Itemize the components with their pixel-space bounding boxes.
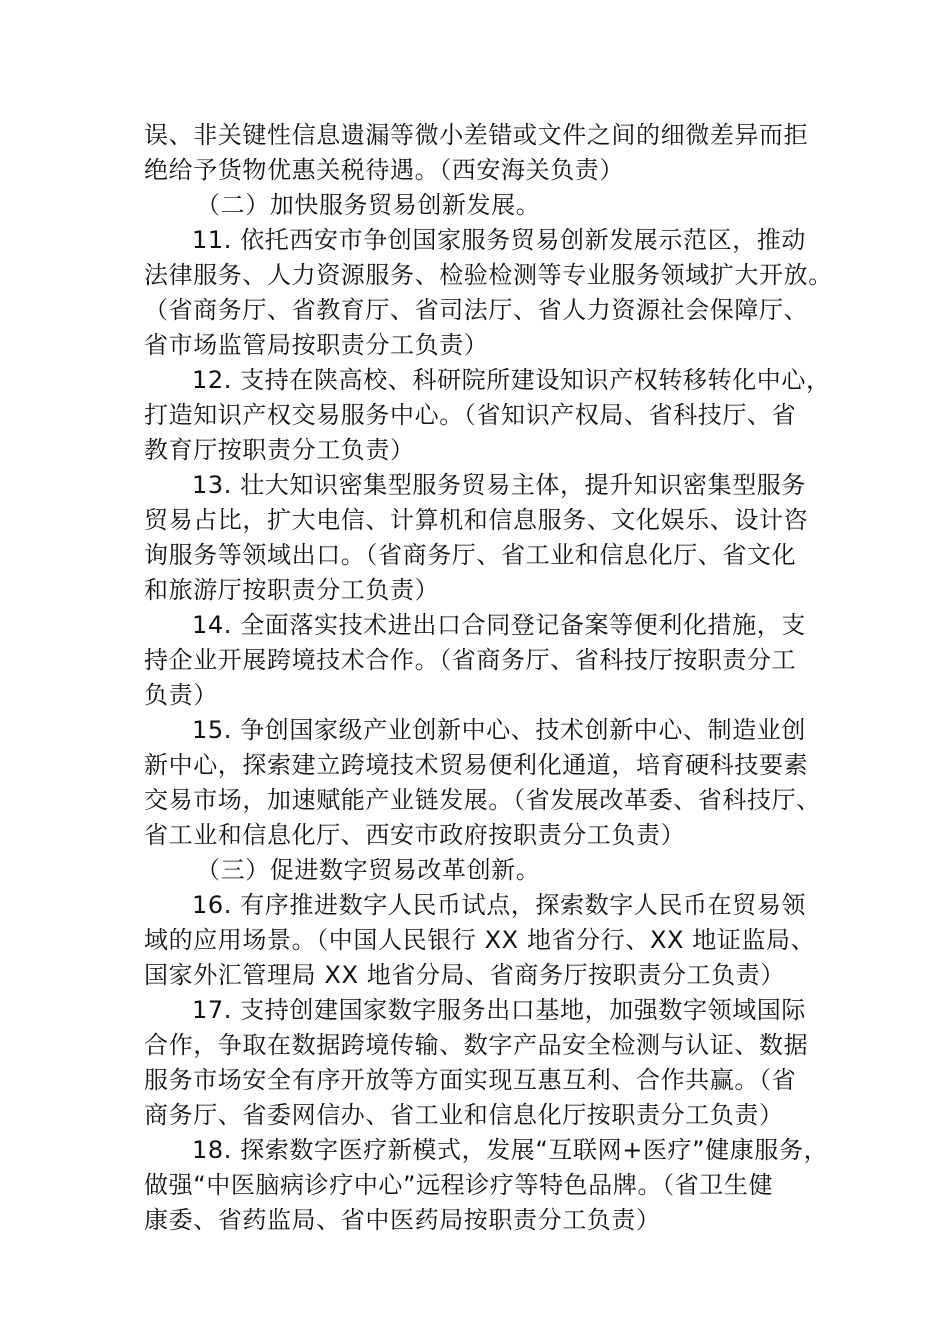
item-13-start: 13. 壮大知识密集型服务贸易主体，提升知识密集型服务: [192, 471, 806, 499]
text-line: 域的应用场景。（中国人民银行 XX 地省分行、XX 地证监局、: [144, 926, 816, 954]
text-line: 国家外汇管理局 XX 地省分局、省商务厅按职责分工负责）: [144, 961, 785, 989]
text-line: 询服务等领域出口。（省商务厅、省工业和信息化厅、省文化: [144, 541, 797, 569]
text-line: （省商务厅、省教育厅、省司法厅、省人力资源社会保障厅、: [144, 296, 809, 324]
item-14-start: 14. 全面落实技术进出口合同登记备案等便利化措施，支: [192, 611, 806, 639]
item-17-start: 17. 支持创建国家数字服务出口基地，加强数字领域国际: [192, 996, 806, 1024]
item-18-start: 18. 探索数字医疗新模式，发展“互联网+医疗”健康服务，: [192, 1136, 829, 1164]
text-line: 省市场监管局按职责分工负责）: [144, 331, 489, 359]
item-15-start: 15. 争创国家级产业创新中心、技术创新中心、制造业创: [192, 716, 806, 744]
text-line: 法律服务、人力资源服务、检验检测等专业服务领域扩大开放。: [144, 261, 833, 289]
text-line: 交易市场，加速赋能产业链发展。（省发展改革委、省科技厅、: [144, 786, 821, 814]
item-11-start: 11. 依托西安市争创国家服务贸易创新发展示范区，推动: [192, 226, 806, 254]
text-line: 服务市场安全有序开放等方面实现互惠互利、合作共赢。（省: [144, 1066, 797, 1094]
text-line: 新中心，探索建立跨境技术贸易便利化通道，培育硬科技要素: [144, 751, 809, 779]
text-line: 商务厅、省委网信办、省工业和信息化厅按职责分工负责）: [144, 1101, 784, 1129]
section-heading: （二）加快服务贸易创新发展。: [196, 191, 541, 219]
item-16-start: 16. 有序推进数字人民币试点，探索数字人民币在贸易领: [192, 891, 806, 919]
text-line: 康委、省药监局、省中医药局按职责分工负责）: [144, 1206, 661, 1234]
section-heading: （三）促进数字贸易改革创新。: [196, 856, 541, 884]
item-12-start: 12. 支持在陕高校、科研院所建设知识产权转移转化中心，: [192, 366, 831, 394]
text-line: 做强“中医脑病诊疗中心”远程诊疗等特色品牌。（省卫生健: [144, 1171, 774, 1199]
text-line: 省工业和信息化厅、西安市政府按职责分工负责）: [144, 821, 686, 849]
text-line: 贸易占比，扩大电信、计算机和信息服务、文化娱乐、设计咨: [144, 506, 809, 534]
text-line: 负责）: [144, 681, 218, 709]
text-line: 绝给予货物优惠关税待遇。（西安海关负责）: [144, 156, 624, 184]
text-line: 和旅游厅按职责分工负责）: [144, 576, 440, 604]
text-line: 持企业开展跨境技术合作。（省商务厅、省科技厅按职责分工: [144, 646, 797, 674]
text-line: 误、非关键性信息遗漏等微小差错或文件之间的细微差异而拒: [144, 121, 809, 149]
text-line: 合作，争取在数据跨境传输、数字产品安全检测与认证、数据: [144, 1031, 809, 1059]
text-line: 打造知识产权交易服务中心。（省知识产权局、省科技厅、省: [144, 401, 797, 429]
text-line: 教育厅按职责分工负责）: [144, 436, 415, 464]
